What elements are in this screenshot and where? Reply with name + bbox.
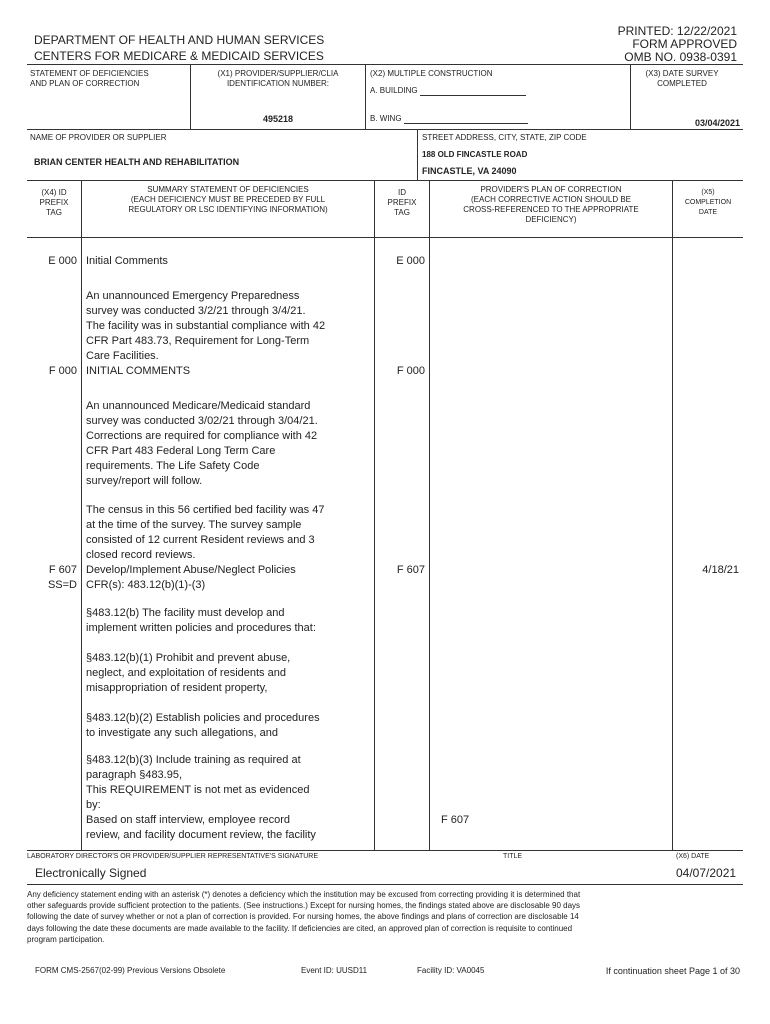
x3-date: 03/04/2021 <box>694 118 740 128</box>
f607-scope-severity: SS=D <box>47 579 77 591</box>
page-number: If continuation sheet Page 1 of 30 <box>605 966 740 976</box>
address-line1: 188 OLD FINCASTLE ROAD <box>422 150 528 159</box>
provider-label: NAME OF PROVIDER OR SUPPLIER <box>30 133 167 142</box>
omb-number: OMB NO. 0938-0391 <box>624 50 737 64</box>
e000-text: An unannounced Emergency Preparedness survey was conducted 3/2/21 through 3/4/21. The facility was in substantial compliance with 42 CFR Part 483.73, Requirement for Long-Term Care Facilities. <box>86 290 326 362</box>
department-title: DEPARTMENT OF HEALTH AND HUMAN SERVICES <box>34 33 325 47</box>
x2-building: A. BUILDING <box>370 86 526 96</box>
f607-paragraph-1: §483.12(b) The facility must develop and implement written policies and procedures that: <box>86 607 316 634</box>
printed-date: PRINTED: 12/22/2021 <box>617 24 737 38</box>
form-approved: FORM APPROVED <box>632 37 737 51</box>
provider-name: BRIAN CENTER HEALTH AND REHABILITATION <box>34 157 240 167</box>
agency-title: CENTERS FOR MEDICARE & MEDICAID SERVICES <box>34 49 324 63</box>
signature-value: Electronically Signed <box>35 866 147 880</box>
x1-provider-number: 495218 <box>262 114 294 124</box>
signature-date: 04/07/2021 <box>676 866 737 880</box>
f607-paragraph-4: §483.12(b)(3) Include training as required at paragraph §483.95, This REQUIREMENT is not met as evidenced by: Based on staff interview, employee record review, and facility document review, the facility <box>86 754 316 841</box>
e000-id: E 000 <box>396 255 425 267</box>
f607-paragraph-3: §483.12(b)(2) Establish policies and procedures to investigate any such allegations, and <box>86 712 320 739</box>
f607-tag: F 607 <box>48 564 77 576</box>
f607-completion-date: 4/18/21 <box>702 564 739 576</box>
date-label: (X6) DATE <box>676 853 710 860</box>
e000-tag: E 000 <box>48 255 77 267</box>
f000-title: INITIAL COMMENTS <box>86 365 191 377</box>
f607-plan-reference: F 607 <box>441 814 470 826</box>
x2-label: (X2) MULTIPLE CONSTRUCTION <box>370 69 493 78</box>
statement-label: STATEMENT OF DEFICIENCIES AND PLAN OF CORRECTION <box>30 69 149 88</box>
f000-text-1: An unannounced Medicare/Medicaid standard survey was conducted 3/02/21 through 3/04/21. Corrections are required for compliance with 42 CFR Part 483 Federal Long Term Care requirements. The Life Safety Code survey/report will follow. <box>86 400 318 487</box>
f607-paragraph-2: §483.12(b)(1) Prohibit and prevent abuse, neglect, and exploitation of residents and misappropriation of resident property, <box>86 652 291 694</box>
event-id: Event ID: UUSD11 <box>301 966 368 975</box>
x2-wing: B. WING <box>370 114 528 124</box>
x1-label: (X1) PROVIDER/SUPPLIER/CLIA IDENTIFICATION NUMBER: <box>217 69 339 88</box>
summary-header: SUMMARY STATEMENT OF DEFICIENCIES (EACH DEFICIENCY MUST BE PRECEDED BY FULL REGULATORY OR LSC IDENTIFYING INFORMATION) <box>128 185 328 214</box>
disclaimer: Any deficiency statement ending with an asterisk (*) denotes a deficiency which the institution may be excused from correcting providing it is determined that other safeguards provide sufficient protection to the patients. (See instructions.) Except for nursing homes, the findings stated above are disclosable 90 days following the date of survey whether or not a plan of correction is provided. For nursing homes, the above findings and plans of correction are disclosable 14 days following the date these documents are made available to the facility. If deficiencies are cited, an approved plan of correction is requisite to continued program participation. <box>27 890 581 944</box>
f607-id: F 607 <box>396 564 425 576</box>
f000-tag: F 000 <box>48 365 77 377</box>
f000-id: F 000 <box>396 365 425 377</box>
f000-text-2: The census in this 56 certified bed facility was 47 at the time of the survey. The survey sample consisted of 12 current Resident reviews and 3 closed record reviews. <box>86 504 325 561</box>
e000-title: Initial Comments <box>86 255 168 267</box>
id-header: ID PREFIX TAG <box>387 188 417 217</box>
form-number: FORM CMS-2567(02-99) Previous Versions Obsolete <box>35 966 226 975</box>
x3-label: (X3) DATE SURVEY COMPLETED <box>645 69 719 88</box>
title-label: TITLE <box>503 853 523 860</box>
x4-header: (X4) ID PREFIX TAG <box>39 188 69 217</box>
f607-title: Develop/Implement Abuse/Neglect Policies CFR(s): 483.12(b)(1)-(3) <box>86 564 296 591</box>
address-line2: FINCASTLE, VA 24090 <box>422 166 517 176</box>
plan-header: PROVIDER'S PLAN OF CORRECTION (EACH CORRECTIVE ACTION SHOULD BE CROSS-REFERENCED TO THE APPROPRIATE DEFICIENCY) <box>463 185 639 224</box>
facility-id: Facility ID: VA0045 <box>417 966 485 975</box>
signature-label: LABORATORY DIRECTOR'S OR PROVIDER/SUPPLIER REPRESENTATIVE'S SIGNATURE <box>27 853 319 860</box>
x5-header: (X5) COMPLETION DATE <box>684 189 732 216</box>
address-label: STREET ADDRESS, CITY, STATE, ZIP CODE <box>422 133 587 142</box>
